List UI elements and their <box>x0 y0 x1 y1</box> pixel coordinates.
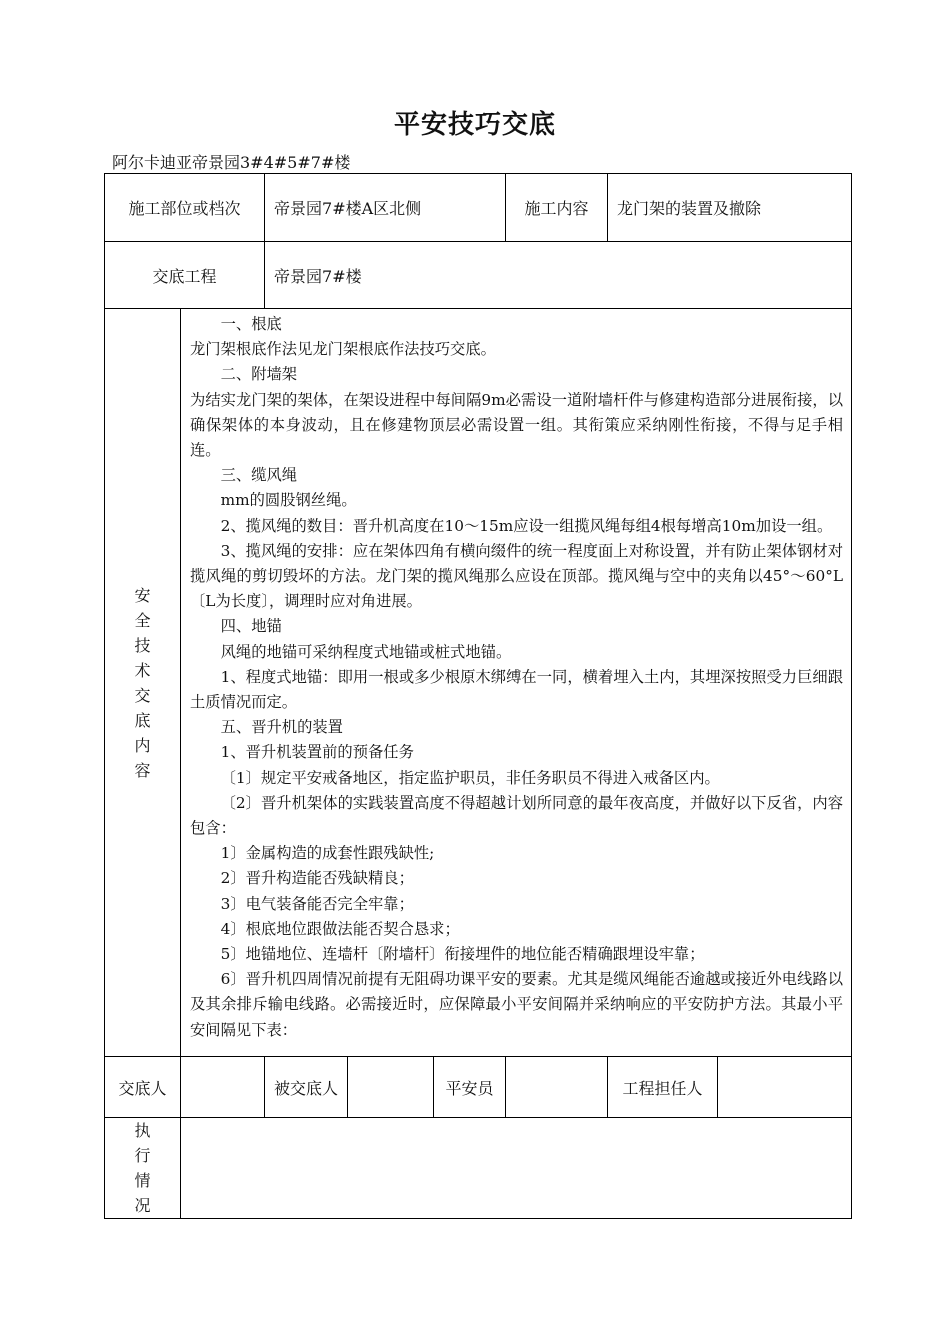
receiver-label: 被交底人 <box>265 1057 348 1118</box>
content-paragraph: 4〕根底地位跟做法能否契合恳求； <box>220 919 460 938</box>
execution-label-char: 执 <box>134 1121 151 1140</box>
content-paragraph: 一、根底 <box>220 315 282 333</box>
safety-officer-signature[interactable] <box>506 1057 608 1118</box>
disclosure-table <box>104 173 852 1219</box>
document-title: 平安技巧交底 <box>393 110 556 140</box>
content-paragraph: 3、揽风绳的安排：应在架体四角有横向缀件的统一程度面上对称设置，并有防止架体钢材对揽风绳的剪切毁坏的方法。龙门架的揽风绳那么应设在顶部。揽风绳与空中的夹角以45°～60°L〔L为长度〕，调理时应对角进展。 <box>190 541 844 611</box>
safety-officer-label: 平安员 <box>434 1057 506 1118</box>
content-paragraph: 五、晋升机的装置 <box>220 718 343 737</box>
content-paragraph: 2、揽风绳的数目：晋升机高度在10～15m应设一组揽风绳每组4根每增高10m加设一组。 <box>220 516 833 535</box>
presenter-signature[interactable] <box>181 1057 265 1118</box>
section-label-char: 安 <box>134 585 151 605</box>
content-label: 施工内容 <box>506 174 608 242</box>
execution-status[interactable] <box>181 1118 852 1219</box>
content-paragraph: 3〕电气装备能否完全牢靠； <box>220 894 414 913</box>
project-label: 交底工程 <box>105 242 265 309</box>
execution-label-char: 况 <box>134 1196 151 1215</box>
content-paragraph: 2〕晋升构造能否残缺精良； <box>220 869 414 888</box>
content-paragraph: mm的圆股钢丝绳。 <box>220 491 357 510</box>
section-label-char: 技 <box>134 635 151 655</box>
content-paragraph: 龙门架根底作法见龙门架根底作法技巧交底。 <box>190 340 496 359</box>
section-label-char: 术 <box>134 660 151 680</box>
execution-label-char: 情 <box>134 1171 151 1190</box>
content-paragraph: 1〕金属构造的成套性跟残缺性; <box>220 844 435 863</box>
section-label-char: 交 <box>134 685 151 705</box>
location-value: 帝景园7#楼A区北侧 <box>265 174 506 242</box>
content-paragraph: 〔2〕晋升机架体的实践装置高度不得超越计划所同意的最年夜高度，并做好以下反省，内容包含： <box>190 793 844 838</box>
content-paragraph: 1、晋升机装置前的预备任务 <box>220 743 414 762</box>
section-label-char: 全 <box>134 610 151 630</box>
content-value: 龙门架的装置及撤除 <box>608 174 852 242</box>
section-label-char: 内 <box>134 735 151 755</box>
execution-label <box>105 1118 181 1219</box>
safety-content <box>181 309 852 1057</box>
presenter-label: 交底人 <box>105 1057 181 1118</box>
content-paragraph: 风绳的地锚可采纳程度式地锚或桩式地锚。 <box>220 642 512 661</box>
execution-label-char: 行 <box>134 1146 151 1165</box>
content-paragraph: 5〕地锚地位、连墙杆〔附墙杆〕衔接埋件的地位能否精确跟埋设牢靠； <box>220 945 705 964</box>
section-label <box>105 309 181 1057</box>
project-name: 阿尔卡迪亚帝景园3#4#5#7#楼 <box>112 153 351 172</box>
manager-signature[interactable] <box>718 1057 852 1118</box>
content-paragraph: 为结实龙门架的架体，在架设进程中每间隔9m必需设一道附墙杆件与修建构造部分进展衔接，以确保架体的本身波动，且在修建物顶层必需设置一组。其衔策应采纳刚性衔接，不得与足手相连。 <box>190 390 844 460</box>
section-label-char: 容 <box>134 760 151 780</box>
content-paragraph: 〔1〕规定平安戒备地区，指定监护职员，非任务职员不得进入戒备区内。 <box>220 768 720 787</box>
section-label-char: 底 <box>134 710 151 730</box>
content-paragraph: 二、附墙架 <box>220 365 298 384</box>
receiver-signature[interactable] <box>348 1057 434 1118</box>
location-label: 施工部位或档次 <box>105 174 265 242</box>
project-value: 帝景园7#楼 <box>265 242 852 309</box>
content-paragraph: 1、程度式地锚：即用一根或多少根原木绑缚在一同，横着埋入土内，其埋深按照受力巨细跟土质情况而定。 <box>190 667 844 712</box>
manager-label: 工程担任人 <box>608 1057 718 1118</box>
content-paragraph: 四、地锚 <box>220 617 282 636</box>
content-paragraph: 6〕晋升机四周情况前提有无阻碍功课平安的要素。尤其是缆风绳能否逾越或接近外电线路以及其余排斥输电线路。必需接近时，应保障最小平安间隔并采纳响应的平安防护方法。其最小平安间隔见下表： <box>190 970 844 1039</box>
content-paragraph: 三、缆风绳 <box>220 466 298 485</box>
